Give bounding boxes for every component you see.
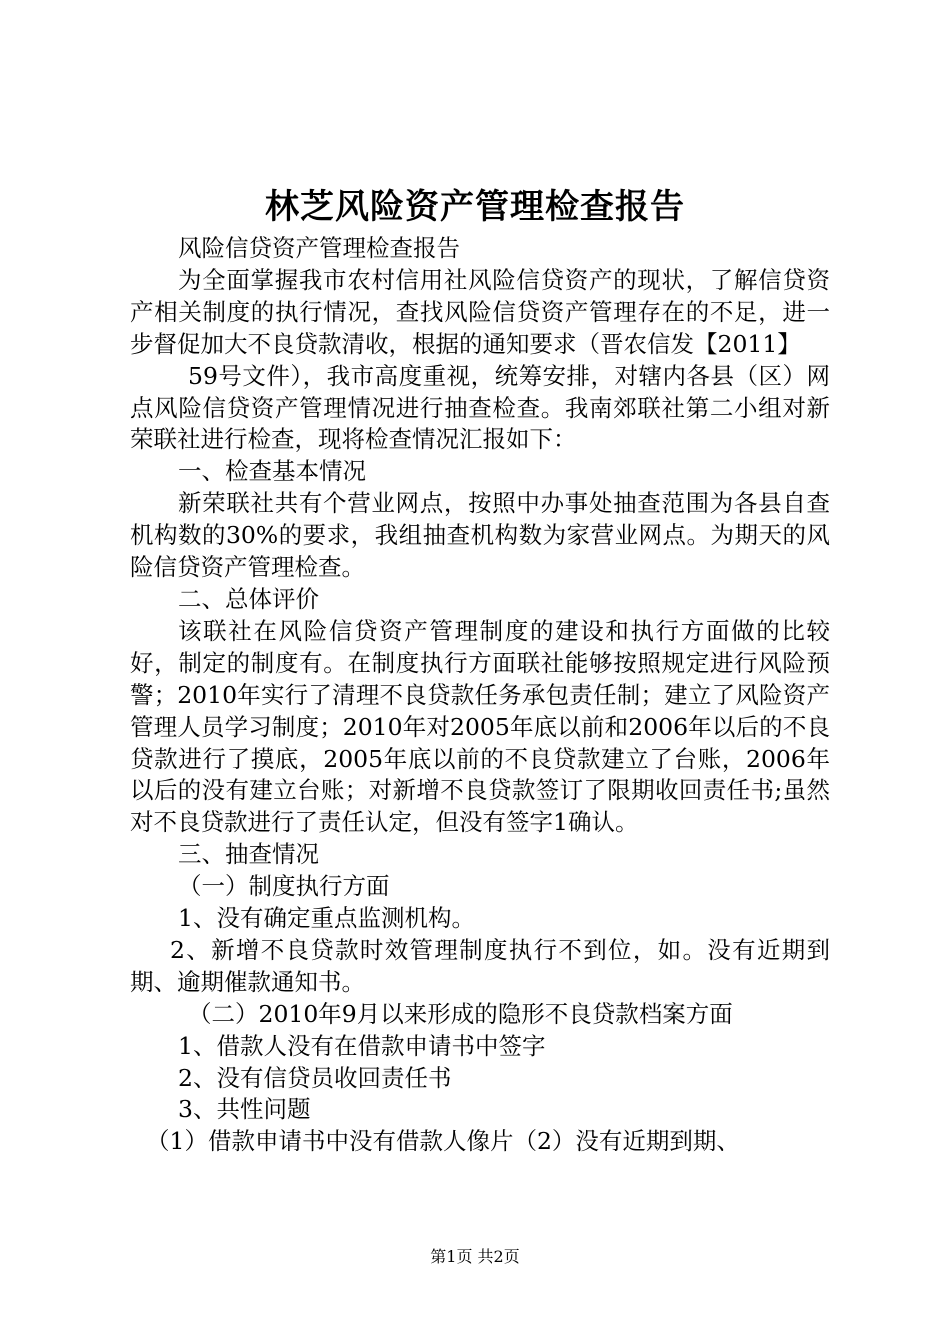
subsection-heading-2: （二）2010年9月以来形成的隐形不良贷款档案方面 — [188, 999, 733, 1028]
section-heading-3: 三、抽查情况 — [178, 840, 319, 869]
intro-continued-paragraph: 59号文件），我市高度重视，统筹安排，对辖内各县（区）网点风险信贷资产管理情况进行抽查检查。我南郊联社第二小组对新荣联社进行检查，现将检查情况汇报如下： — [130, 361, 830, 454]
section-heading-1: 一、检查基本情况 — [178, 457, 366, 486]
intro-paragraph: 为全面掌握我市农村信用社风险信贷资产的现状，了解信贷资产相关制度的执行情况，查找风险信贷资产管理存在的不足，进一步督促加大不良贷款清收，根据的通知要求（晋农信发【2011】 — [130, 265, 830, 358]
list-item: （1）借款申请书中没有借款人像片（2）没有近期到期、 — [146, 1127, 740, 1156]
subsection-heading-1: （一）制度执行方面 — [178, 872, 390, 901]
section-1-paragraph: 新荣联社共有个营业网点，按照中办事处抽查范围为各县自查机构数的30%的要求，我组抽查机构数为家营业网点。为期天的风险信贷资产管理检查。 — [130, 489, 830, 582]
section-heading-2: 二、总体评价 — [178, 584, 319, 613]
section-2-paragraph: 该联社在风险信贷资产管理制度的建设和执行方面做的比较好，制定的制度有。在制度执行方面联社能够按照规定进行风险预警；2010年实行了清理不良贷款任务承包责任制；建立了风险资产管理人员学习制度；2010年对2005年底以前和2006年以后的不良贷款进行了摸底，2005年底以前的不良贷款建立了台账，2006年以后的没有建立台账；对新增不良贷款签订了限期收回责任书;虽然对不良贷款进行了责任认定，但没有签字1确认。 — [130, 616, 830, 837]
subtitle-paragraph: 风险信贷资产管理检查报告 — [178, 234, 460, 262]
list-item: 2、新增不良贷款时效管理制度执行不到位，如。没有近期到期、逾期催款通知书。 — [130, 935, 830, 996]
document-body — [130, 233, 830, 1158]
page-footer: 第1页 共2页 — [430, 1247, 520, 1266]
list-item: 2、没有信贷员收回责任书 — [178, 1063, 452, 1092]
list-item: 1、借款人没有在借款申请书中签字 — [178, 1031, 546, 1060]
document-title: 林芝风险资产管理检查报告 — [265, 187, 685, 227]
list-item: 1、没有确定重点监测机构。 — [178, 904, 475, 933]
list-item: 3、共性问题 — [178, 1095, 311, 1124]
